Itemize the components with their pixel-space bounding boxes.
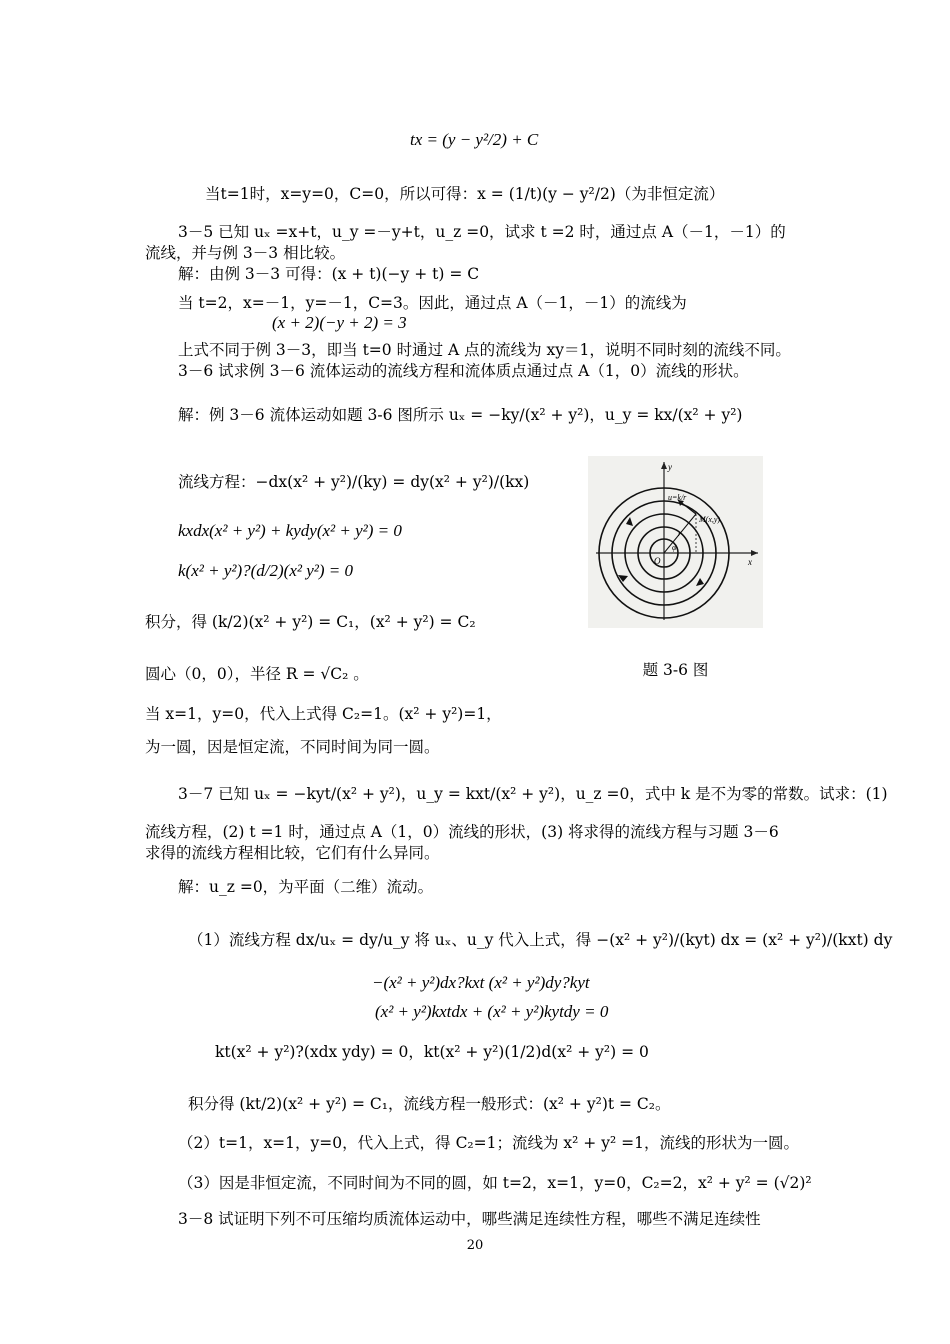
text-line: 求得的流线方程相比较，它们有什么异同。	[145, 844, 440, 862]
text-line: 当t=1时，x=y=0，C=0，所以可得：x = (1/t)(y − y²/2)（为非恒定流）	[205, 185, 725, 203]
text-line: 流线方程，(2) t =1 时，通过点 A（1，0）流线的形状，(3) 将求得的流线方程与习题 3－6	[145, 823, 779, 841]
velocity-label: u=k/r	[668, 493, 687, 502]
text-line: （3）因是非恒定流，不同时间为不同的圆，如 t=2，x=1，y=0，C₂=2，x² + y² = (√2)²	[178, 1174, 812, 1192]
text-line: 当 x=1，y=0，代入上式得 C₂=1。(x² + y²)=1，	[145, 705, 502, 723]
page-number: 20	[466, 1238, 484, 1253]
text-line: 流线，并与例 3－3 相比较。	[145, 244, 346, 262]
text-line: （1）流线方程 dx/uₓ = dy/u_y 将 uₓ、u_y 代入上式，得 −(x² + y²)/(kyt) dx = (x² + y²)/(kxt) dy	[188, 931, 893, 949]
text-line: 解：u_z =0，为平面（二维）流动。	[178, 878, 434, 896]
y-axis-label: y	[668, 462, 672, 472]
x-axis-label: x	[748, 557, 752, 567]
text-line: 上式不同于例 3－3，即当 t=0 时通过 A 点的流线为 xy＝1，说明不同时刻的流线不同。	[178, 341, 791, 359]
text-line: 积分得 (kt/2)(x² + y²) = C₁，流线方程一般形式：(x² + y²)t = C₂。	[188, 1095, 671, 1113]
concentric-circles-diagram	[588, 456, 763, 628]
text-line: tx = (y − y²/2) + C	[410, 130, 539, 149]
text-line: 圆心（0，0），半径 R = √C₂ 。	[145, 665, 369, 683]
text-line: kt(x² + y²)?(xdx ydy) = 0，kt(x² + y²)(1/2)d(x² + y²) = 0	[215, 1043, 649, 1061]
streamline-figure	[588, 456, 763, 628]
text-line: 解：例 3－6 流体运动如题 3-6 图所示 uₓ = −ky/(x² + y²)，u_y = kx/(x² + y²)	[178, 406, 743, 424]
figure-caption: 题 3-6 图	[642, 661, 709, 679]
angle-label: φ	[672, 543, 677, 552]
text-line: −(x² + y²)dx?kxt (x² + y²)dy?kyt	[372, 973, 590, 992]
text-line: (x + 2)(−y + 2) = 3	[272, 313, 407, 332]
text-line: 流线方程：−dx(x² + y²)/(ky) = dy(x² + y²)/(kx)	[178, 473, 530, 491]
text-line: 为一圆，因是恒定流，不同时间为同一圆。	[145, 738, 440, 756]
text-line: k(x² + y²)?(d/2)(x² y²) = 0	[178, 561, 353, 580]
radius-label: r	[678, 529, 682, 538]
text-line: 解：由例 3－3 可得：(x + t)(−y + t) = C	[178, 265, 480, 283]
text-line: (x² + y²)kxtdx + (x² + y²)kytdy = 0	[375, 1002, 609, 1021]
text-line: 3－7 已知 uₓ = −kyt/(x² + y²)，u_y = kxt/(x² + y²)，u_z =0，式中 k 是不为零的常数。试求：(1)	[178, 785, 888, 803]
text-line: kxdx(x² + y²) + kydy(x² + y²) = 0	[178, 521, 402, 540]
text-line: （2）t=1，x=1，y=0，代入上式，得 C₂=1；流线为 x² + y² =1，流线的形状为一圆。	[178, 1134, 799, 1152]
text-line: 积分，得 (k/2)(x² + y²) = C₁，(x² + y²) = C₂	[145, 613, 476, 631]
text-line: 3－5 已知 uₓ =x+t，u_y =－y+t，u_z =0，试求 t =2 时，通过点 A（－1，－1）的	[178, 223, 786, 241]
origin-label: O	[654, 556, 661, 566]
text-line: 3－6 试求例 3－6 流体运动的流线方程和流体质点通过点 A（1，0）流线的形状。	[178, 362, 749, 380]
text-line: 当 t=2，x=－1，y=－1，C=3。因此，通过点 A（－1，－1）的流线为	[178, 294, 687, 312]
text-line: 3－8 试证明下列不可压缩均质流体运动中，哪些满足连续性方程，哪些不满足连续性	[178, 1210, 761, 1228]
point-label: M(x,y)	[699, 515, 721, 524]
